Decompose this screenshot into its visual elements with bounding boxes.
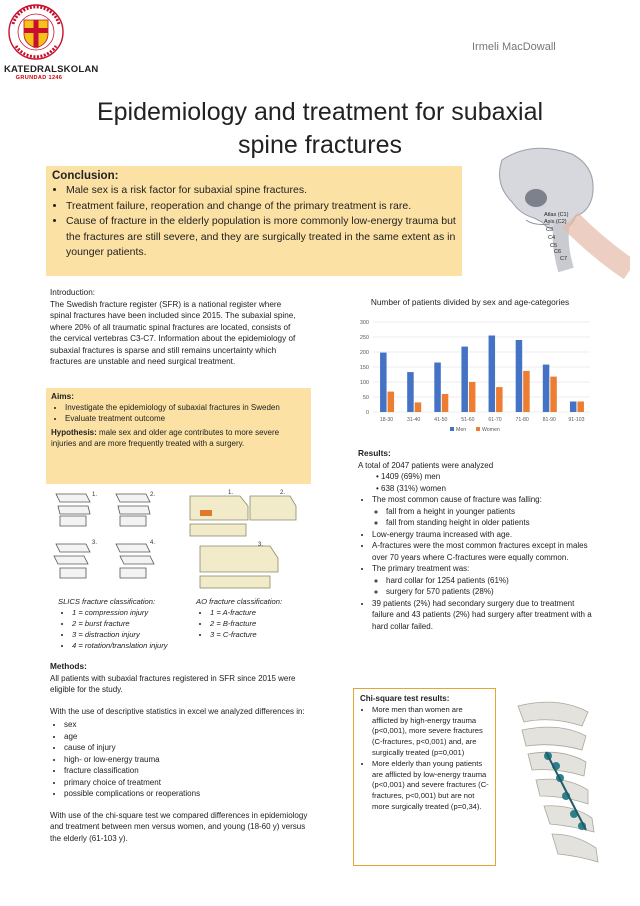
methods-item: • age xyxy=(64,731,310,743)
methods-item: • cause of injury xyxy=(64,742,310,754)
slics-heading: SLICS fracture classification: xyxy=(58,597,156,606)
results-section: Results: A total of 2047 patients were analyzed • 1409 (69%) men • 638 (31%) women • The most common cause of fracture was falling: ◦ fall from a height in younger patients ◦ fall from standing height in older patients • Low-energy trauma increased with age. • A-fractures were the most common fractures except in males over 70 years where C-fractures were equally common. • The primary treatment was: ◦ hard collar for 1254 patients (61%) ◦ surgery for 570 patients (28%) • 39 patients (2%) had secondary surgery due to treatment failure and 43 patients (2%) had surgery after treatment with a hard collar failed. xyxy=(358,448,598,632)
skull-label: C7 xyxy=(560,256,568,262)
skull-label: Atlas (C1) xyxy=(544,212,569,218)
bar-women xyxy=(523,371,530,412)
methods-paragraph: With the use of descriptive statistics in excel we analyzed differences in: xyxy=(50,706,305,716)
bar-men xyxy=(434,363,441,413)
aims-heading: Aims: xyxy=(51,391,75,401)
chi-square-box xyxy=(353,688,496,866)
results-sex-item: • 638 (31%) women xyxy=(376,483,446,493)
y-tick-label: 200 xyxy=(359,350,369,356)
bar-men xyxy=(407,372,414,412)
x-tick-label: 91-103 xyxy=(568,417,585,423)
y-tick-label: 250 xyxy=(359,335,369,341)
y-tick-label: 100 xyxy=(359,380,369,386)
y-tick-label: 300 xyxy=(359,320,369,326)
aims-list xyxy=(51,402,306,424)
introduction-text: The Swedish fracture register (SFR) is a national register where spinal fractures have been included since 2015. The subaxial spine, where 20% of all traumatic spinal fractures are located, consists of the cervical vertebras C3-C7. Information about the epidemiology of subaxial fractures is sparse and still remains uncertainty which fractures are unstable and need surgical treatment. xyxy=(50,299,296,366)
skull-label: C5 xyxy=(550,243,558,249)
legend-swatch xyxy=(450,427,454,431)
bar-women xyxy=(496,387,503,412)
chi-item: • More elderly than young patients are afflicted by low-energy trauma (p<0,001) and severe fractures (C-fractures, p<0,001) but are not more surgically treated (p=0,34). xyxy=(372,759,489,813)
fracture-classification-figures xyxy=(50,486,312,592)
author-name: Irmeli MacDowall xyxy=(472,41,556,53)
chi-item: • More men than women are afflicted by high-energy trauma (p<0,001), more severe fractures (C-fractures, p<0,001) and, are surgically treated (p=0,001) xyxy=(372,705,489,759)
hypothesis xyxy=(51,427,306,449)
ao-item: • 2 = B-fracture xyxy=(210,618,282,629)
school-name-block xyxy=(4,64,99,81)
slics-item: • 3 = distraction injury xyxy=(72,629,168,640)
x-tick-label: 61-70 xyxy=(488,417,502,423)
methods-paragraph: All patients with subaxial fractures registered in SFR since 2015 were eligible for the study. xyxy=(50,673,296,694)
methods-item: • primary choice of treatment xyxy=(64,777,310,789)
bar-men xyxy=(489,336,496,413)
ao-classification xyxy=(196,596,282,640)
bar-women xyxy=(469,382,476,412)
chi-heading: Chi-square test results: xyxy=(360,694,450,703)
results-heading: Results xyxy=(358,448,388,458)
figure-label: 1. xyxy=(92,492,98,498)
skull-label: C3 xyxy=(546,227,554,233)
bar-women xyxy=(442,394,449,412)
bar-men xyxy=(461,347,468,412)
slics-item: • 2 = burst fracture xyxy=(72,618,168,629)
methods-item: • possible complications or reoperations xyxy=(64,788,310,800)
results-subitem: ◦ fall from standing height in older patients xyxy=(386,517,598,529)
slics-classification xyxy=(58,596,168,651)
conclusion-box xyxy=(46,166,466,276)
school-seal-logo xyxy=(8,4,64,60)
y-tick-label: 150 xyxy=(359,365,369,371)
conclusion-heading: Conclusion: xyxy=(52,170,119,182)
conclusion-item: • Treatment failure, reoperation and change of the primary treatment is rare. xyxy=(66,199,460,215)
aims-item: • Evaluate treatment outcome xyxy=(65,413,306,424)
conclusion-item: • Cause of fracture in the elderly population is more commonly low-energy trauma but the fractures are still severe, and they are surgically treated in the same extent as in younger patients. xyxy=(66,214,460,261)
ao-heading: AO fracture classification: xyxy=(196,597,283,606)
x-tick-label: 81-90 xyxy=(542,417,556,423)
school-name: KATEDRALSKOLAN xyxy=(4,64,99,75)
x-tick-label: 51-60 xyxy=(461,417,475,423)
figure-label: 2. xyxy=(150,492,156,498)
methods-item: • high- or low-energy trauma xyxy=(64,754,310,766)
slics-item: • 4 = rotation/translation injury xyxy=(72,640,168,651)
title-line-1: Epidemiology and treatment for subaxial xyxy=(96,98,544,126)
ao-item: • 1 = A-fracture xyxy=(210,607,282,618)
methods-list xyxy=(50,719,310,800)
skull-label: C6 xyxy=(554,249,562,255)
conclusion-item: • Male sex is a risk factor for subaxial spine fractures. xyxy=(66,183,460,199)
slics-item: • 1 = compression injury xyxy=(72,607,168,618)
introduction-section: Introduction: The Swedish fracture register (SFR) is a national register where spinal fractures have been included since 2015. The subaxial spine, where 20% of all traumatic spinal fractures are located, consists of the cervical vertebras C3-C7. Information about the epidemiology of subaxial fractures is sparse and still remains uncertainty which fractures are unstable and need surgical treatment. xyxy=(50,287,300,368)
bar-men xyxy=(570,402,577,413)
chart-title: Number of patients divided by sex and age-categories xyxy=(370,297,570,307)
figure-label: 4. xyxy=(150,540,156,546)
legend-label: Women xyxy=(482,427,500,433)
introduction-heading: Introduction xyxy=(50,288,93,297)
aims-item: • Investigate the epidemiology of subaxial fractures in Sweden xyxy=(65,402,306,413)
hypothesis-label: Hypothesis: xyxy=(51,428,97,437)
methods-item: • fracture classification xyxy=(64,765,310,777)
results-sex-item: • 1409 (69%) men xyxy=(376,472,441,481)
results-item: • The most common cause of fracture was falling: ◦ fall from a height in younger patients ◦ fall from standing height in older patients xyxy=(372,494,598,529)
y-tick-label: 50 xyxy=(362,395,369,401)
figure-label: 3. xyxy=(258,542,264,548)
x-tick-label: 71-80 xyxy=(515,417,529,423)
results-subitem: ◦ fall from a height in younger patients xyxy=(386,506,598,518)
results-item: • The primary treatment was: ◦ hard collar for 1254 patients (61%) ◦ surgery for 570 patients (28%) xyxy=(372,563,598,598)
methods-paragraph: With use of the chi-square test we compared differences in epidemiology and treatment between men versus women, and young (18-60 y) versus the elderly (61-103 y). xyxy=(50,810,308,843)
aims-box xyxy=(46,388,311,484)
results-subitem: ◦ hard collar for 1254 patients (61%) xyxy=(386,575,598,587)
school-founded: GRUNDAD 1246 xyxy=(15,75,63,81)
figure-label: 3. xyxy=(92,540,98,546)
bar-women xyxy=(388,392,395,412)
bar-men xyxy=(543,365,550,412)
x-tick-label: 41-50 xyxy=(434,417,448,423)
bar-women xyxy=(550,377,557,412)
results-item: • A-fractures were the most common fractures except in males over 70 years where C-fractures were equally common. xyxy=(372,540,598,563)
ao-item: • 3 = C-fracture xyxy=(210,629,282,640)
bar-men xyxy=(516,340,523,412)
figure-label: 2. xyxy=(280,490,286,496)
skull-label: Axis (C2) xyxy=(544,219,567,225)
bar-women xyxy=(415,402,422,412)
skull-label: C4 xyxy=(548,235,556,241)
methods-item: • sex xyxy=(64,719,310,731)
conclusion-list xyxy=(52,183,460,261)
bar-women xyxy=(577,402,584,413)
methods-section xyxy=(50,661,310,854)
x-tick-label: 31-40 xyxy=(407,417,421,423)
results-item: • 39 patients (2%) had secondary surgery due to treatment failure and 43 patients (2%) had surgery after treatment with a hard collar failed. xyxy=(372,598,598,633)
figure-label: 1. xyxy=(228,490,234,496)
spine-implant-illustration xyxy=(508,696,618,881)
skull-spine-illustration xyxy=(462,140,630,280)
x-tick-label: 18-30 xyxy=(379,417,394,423)
methods-heading: Methods: xyxy=(50,661,87,671)
results-item: • Low-energy trauma increased with age. xyxy=(372,529,598,541)
legend-label: Men xyxy=(456,427,467,433)
results-intro: A total of 2047 patients were analyzed xyxy=(358,460,494,470)
results-subitem: ◦ surgery for 570 patients (28%) xyxy=(386,586,598,598)
y-tick-label: 0 xyxy=(365,410,369,416)
legend-swatch xyxy=(476,427,480,431)
bar-men xyxy=(380,353,387,412)
bar-chart xyxy=(345,290,595,440)
title-line-2: spine fractures xyxy=(238,131,402,159)
hypothesis-text: male sex and older age contributes to more severe injuries and are more frequently treated with a surgery. xyxy=(51,428,280,448)
